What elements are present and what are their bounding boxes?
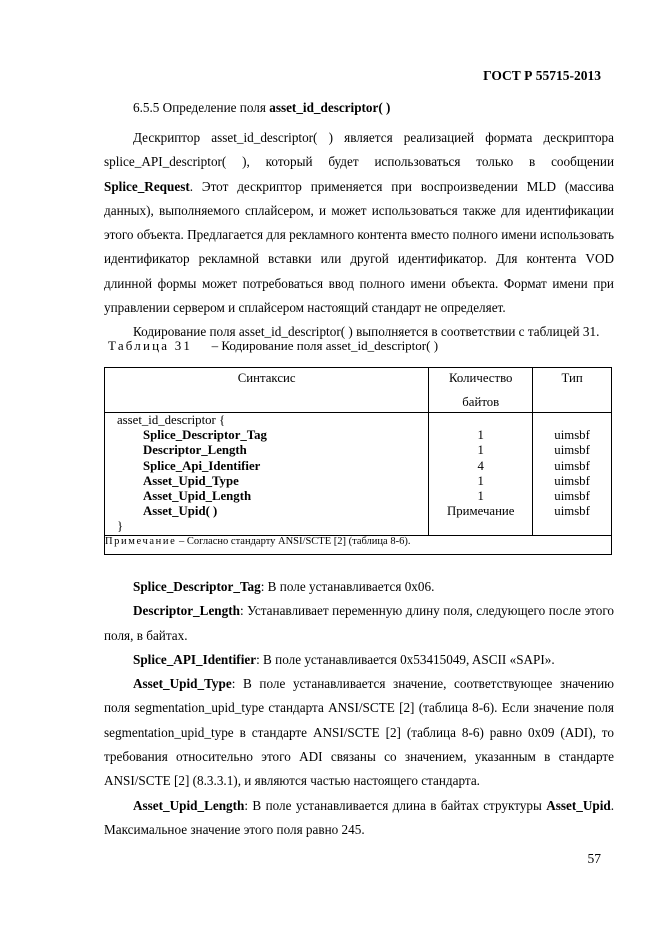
definition-paragraph [104,648,614,672]
section-heading-field: asset_id_descriptor( ) [269,100,391,115]
table-caption-text: – Кодирование поля asset_id_descriptor( ) [211,338,439,353]
type-value: uimsbf [554,504,590,519]
type-value: uimsbf [554,473,590,488]
header-bytes-line2: байтов [462,395,500,409]
definition-term: Splice_API_Identifier [133,651,257,667]
syntax-field-name: Asset_Upid( ) [143,504,218,519]
bytes-value: 1 [477,473,484,488]
bytes-value: 1 [477,428,484,443]
bytes-value: 1 [477,443,484,458]
type-value: uimsbf [554,489,590,504]
header-bytes [429,368,533,413]
definition-term: Asset_Upid_Length [133,797,245,813]
bytes-cell [429,413,533,536]
type-value: uimsbf [554,458,590,473]
header-type: Тип [533,368,612,413]
type-value: uimsbf [554,443,590,458]
definition-text: : В поле устанавливается 0x06. [260,579,435,594]
definition-text: : Устанавливает переменную длину поля, следующего после этого поля, в байтах. [104,603,614,643]
definition-paragraph [104,794,614,843]
header-syntax: Синтаксис [105,368,429,413]
definition-term: Splice_Descriptor_Tag [133,579,261,594]
intro-paragraph [104,126,614,320]
intro-bold-term: Splice_Request [104,178,190,194]
syntax-field-name: Descriptor_Length [143,443,247,458]
encoding-paragraph: Кодирование поля asset_id_descriptor( ) выполняется в соответствии с таблицей 31. [133,324,600,340]
bytes-value: Примечание [447,504,515,519]
definition-paragraph [104,599,614,648]
definition-text: : В поле устанавливается длина в байтах структуры [244,797,547,813]
syntax-open-line: asset_id_descriptor { [117,413,226,427]
definition-paragraph [104,672,614,793]
bytes-value: 1 [477,489,484,504]
syntax-table [104,367,612,555]
table-note-row [105,535,612,554]
syntax-close-line: } [117,519,124,534]
syntax-cell [105,413,429,536]
syntax-field-name: Asset_Upid_Type [143,473,239,488]
syntax-field-name: Asset_Upid_Length [143,489,252,504]
section-heading-prefix: 6.5.5 Определение поля [133,100,270,115]
definition-term: Descriptor_Length [133,603,240,619]
intro-text-part2: . Этот дескриптор применяется при воспроизведении MLD (массива данных), выполняемого сплайсером, и может использоваться также для идентификации этого объекта. Предлагается для рекламного контента вместо полного имени использовать идентификатор рекламной вставки или другой идентификатор. Для контента VOD длинной формы может потребоваться ввод полного имени объекта. Формат имени при управлении сервером и сплайсером настоящий стандарт не определяет. [104,178,614,316]
definition-text: : В поле устанавливается 0x53415049, ASCII «SAPI». [256,651,555,667]
table-caption-label: Таблица 31 [108,338,193,353]
table-caption [108,338,438,354]
intro-text-part1: Дескриптор asset_id_descriptor( ) является реализацией формата дескриптора splice_API_descriptor( ), который будет использоваться только в сообщении [104,130,614,170]
type-cell [533,413,612,536]
table-body-row [105,413,612,536]
type-value: uimsbf [554,428,590,443]
syntax-field-name: Splice_Api_Identifier [143,458,261,473]
header-bytes-line1: Количество [449,371,513,385]
intro-paragraph-block [104,126,614,345]
definition-term: Asset_Upid_Type [133,676,232,692]
definition-paragraph [104,575,614,599]
table-note-label: Примечание [105,535,177,547]
syntax-field-name: Splice_Descriptor_Tag [143,428,267,443]
definition-text: : В поле устанавливается значение, соответствующее значению поля segmentation_upid_type стандарта ANSI/SCTE [2] (таблица 8-6). Если значение поля segmentation_upid_type в стандарте ANSI/SCTE [2] (таблица 8-6) равно 0x09 (ADI), то требования относительно этого ADI связаны со значением, указанным в стандарте ANSI/SCTE [2] (8.3.3.1), и являются частью настоящего стандарта. [104,676,614,789]
table-note-text: – Согласно стандарту ANSI/SCTE [2] (таблица 8-6). [176,535,411,547]
bytes-value: 4 [477,458,484,473]
document-standard-header: ГОСТ Р 55715-2013 [483,68,601,83]
table-header-row [105,368,612,413]
definitions-block [104,575,614,842]
page-number: 57 [587,851,601,866]
definition-term: Asset_Upid [546,797,611,813]
table-note [105,535,612,554]
definition-text: . Максимальное значение этого поля равно 245. [104,797,614,837]
section-heading [133,100,390,116]
